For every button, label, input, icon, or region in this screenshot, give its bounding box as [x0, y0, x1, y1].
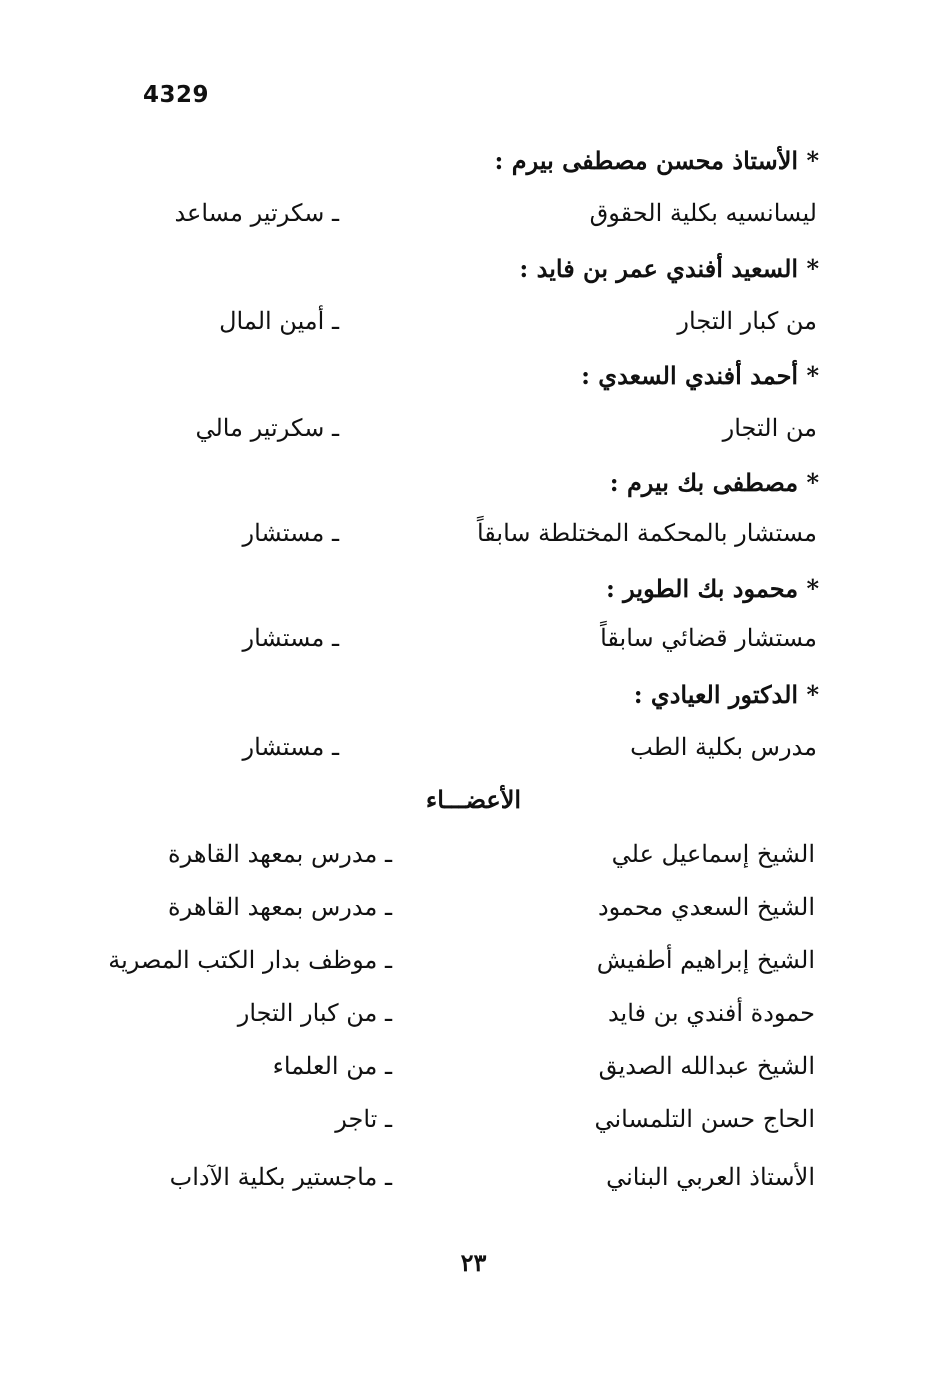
officer-description: من التجار — [722, 414, 817, 442]
officer-heading — [0, 680, 947, 720]
member-name: الحاج حسن التلمساني — [594, 1105, 815, 1133]
member-name: الشيخ إسماعيل علي — [611, 840, 815, 868]
officer-heading — [0, 361, 947, 401]
officer-role: ـ سكرتير مالي — [195, 414, 339, 442]
officer-description: مستشار بالمحكمة المختلطة سابقاً — [476, 519, 817, 547]
member-name: الشيخ إبراهيم أطفيش — [596, 946, 815, 974]
page-id: 4329 — [143, 82, 210, 108]
member-name: الأستاذ العربي البناني — [606, 1163, 815, 1191]
officer-name: * محمود بك الطوير : — [605, 574, 819, 603]
member-role: ـ موظف بدار الكتب المصرية — [108, 946, 392, 974]
member-role: ـ من العلماء — [272, 1052, 392, 1080]
officer-role: ـ مستشار — [242, 624, 339, 652]
officer-heading — [0, 146, 947, 186]
officer-name: * الأستاذ محسن مصطفى بيرم : — [494, 146, 819, 175]
member-role: ـ ماجستير بكلية الآداب — [169, 1163, 392, 1191]
member-name: الشيخ السعدي محمود — [597, 893, 815, 921]
member-row — [0, 840, 947, 880]
officer-name: * أحمد أفندي السعدي : — [581, 361, 819, 390]
officer-heading — [0, 574, 947, 614]
member-name: الشيخ عبدالله الصديق — [598, 1052, 815, 1080]
officer-detail — [0, 414, 947, 454]
officer-name: * الدكتور العيادي : — [633, 680, 819, 709]
officer-name: * مصطفى بك بيرم : — [609, 468, 819, 497]
member-role: ـ من كبار التجار — [237, 999, 392, 1027]
officer-detail — [0, 307, 947, 347]
officer-role: ـ أمين المال — [219, 307, 339, 335]
member-role: ـ تاجر — [335, 1105, 392, 1133]
officer-description: من كبار التجار — [677, 307, 817, 335]
member-role: ـ مدرس بمعهد القاهرة — [168, 840, 392, 868]
page-number: ٢٣ — [460, 1248, 487, 1277]
officer-detail — [0, 733, 947, 773]
officer-role: ـ مستشار — [242, 519, 339, 547]
officer-detail — [0, 624, 947, 664]
member-row — [0, 946, 947, 986]
member-row — [0, 999, 947, 1039]
officer-description: ليسانسيه بكلية الحقوق — [589, 199, 817, 227]
members-title: الأعضـــاء — [425, 785, 522, 814]
member-row — [0, 1163, 947, 1203]
officer-role: ـ مستشار — [242, 733, 339, 761]
officer-detail — [0, 519, 947, 559]
member-row — [0, 893, 947, 933]
member-name: حمودة أفندي بن فايد — [607, 999, 815, 1027]
member-row — [0, 1105, 947, 1145]
officer-heading — [0, 254, 947, 294]
officer-role: ـ سكرتير مساعد — [174, 199, 339, 227]
officer-detail — [0, 199, 947, 239]
member-row — [0, 1052, 947, 1092]
officer-name: * السعيد أفندي عمر بن فايد : — [519, 254, 819, 283]
officer-heading — [0, 468, 947, 508]
officer-description: مدرس بكلية الطب — [630, 733, 817, 761]
officer-description: مستشار قضائي سابقاً — [600, 624, 817, 652]
member-role: ـ مدرس بمعهد القاهرة — [168, 893, 392, 921]
